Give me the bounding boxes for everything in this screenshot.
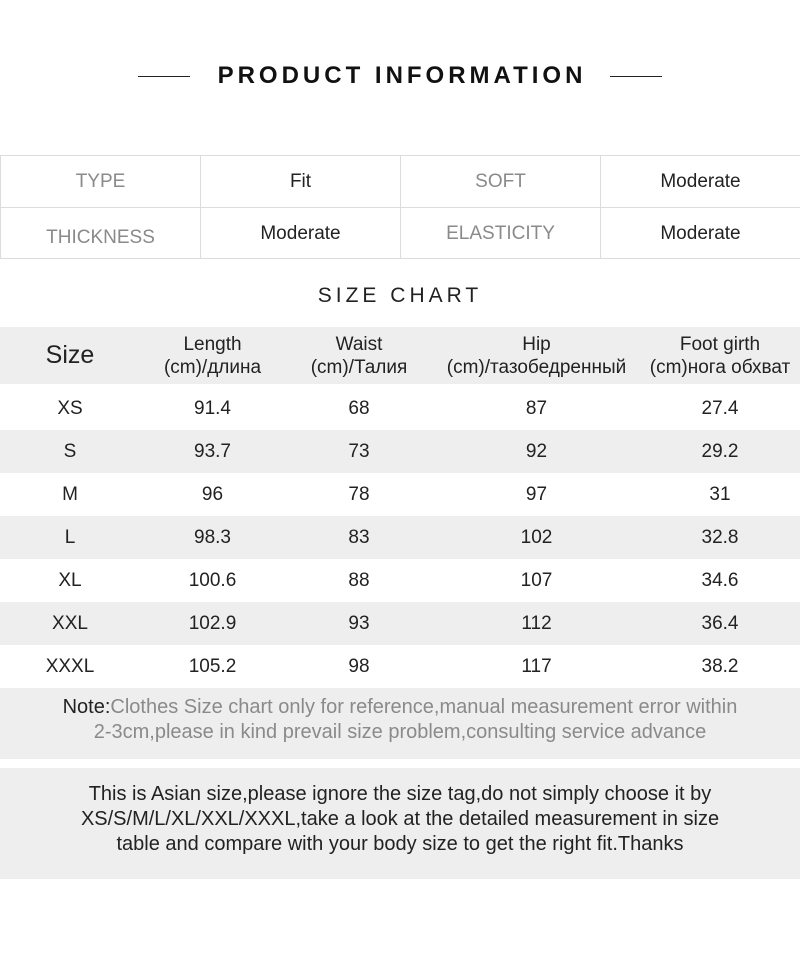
header-foot-girth <box>640 333 800 379</box>
note-text-1: Clothes Size chart only for reference,manual measurement error within <box>110 696 738 718</box>
size-note <box>0 688 800 759</box>
header-length-line2: (cm)/длина <box>163 356 262 378</box>
note-label: Note: <box>62 696 111 718</box>
info-value-soft: Moderate <box>600 156 800 207</box>
info-value-elasticity: Moderate <box>600 208 800 259</box>
header-foot-girth-line1: Foot girth <box>679 333 761 355</box>
header-hip-line1: Hip <box>522 333 551 355</box>
cell-hip: 107 <box>520 569 553 591</box>
title-left-line <box>138 76 190 77</box>
header-waist-line2: (cm)/Талия <box>310 356 408 378</box>
cell-waist: 68 <box>348 397 370 419</box>
cell-foot-girth: 36.4 <box>701 612 739 634</box>
table-row <box>0 645 800 688</box>
header-length-line1: Length <box>183 333 242 355</box>
cell-hip: 102 <box>520 526 553 548</box>
cell-waist: 78 <box>348 483 370 505</box>
cell-foot-girth: 34.6 <box>701 569 739 591</box>
cell-waist: 88 <box>348 569 370 591</box>
cell-foot-girth: 32.8 <box>701 526 739 548</box>
info-value-thickness: Moderate <box>200 208 400 259</box>
cell-size: M <box>62 483 78 505</box>
cell-length: 102.9 <box>188 612 237 634</box>
cell-length: 93.7 <box>194 440 231 462</box>
asian-size-notice <box>0 768 800 879</box>
table-row <box>0 602 800 645</box>
cell-hip: 117 <box>521 655 552 677</box>
cell-size: XXL <box>52 612 88 634</box>
product-info-table <box>0 155 800 259</box>
cell-waist: 93 <box>348 612 370 634</box>
size-chart-title: SIZE CHART <box>317 284 483 307</box>
info-label-soft: SOFT <box>400 156 600 207</box>
cell-foot-girth: 29.2 <box>701 440 739 462</box>
info-label-thickness: THICKNESS <box>0 208 200 259</box>
table-row <box>0 559 800 602</box>
cell-waist: 73 <box>348 440 370 462</box>
info-row <box>0 156 800 207</box>
info-row <box>0 207 800 259</box>
cell-hip: 97 <box>525 483 548 505</box>
product-info-header <box>0 58 800 94</box>
info-label-elasticity: ELASTICITY <box>400 208 600 259</box>
cell-waist: 98 <box>348 655 370 677</box>
header-hip <box>433 333 640 379</box>
cell-foot-girth: 27.4 <box>701 397 739 419</box>
info-value-type: Fit <box>200 156 400 207</box>
cell-size: XL <box>58 569 82 591</box>
cell-length: 100.6 <box>188 569 237 591</box>
cell-length: 91.4 <box>194 397 231 419</box>
cell-hip: 112 <box>521 612 552 634</box>
cell-foot-girth: 31 <box>709 483 731 505</box>
asian-notice-line-1: This is Asian size,please ignore the size tag,do not simply choose it by <box>88 783 712 805</box>
cell-size: XS <box>57 397 83 419</box>
title-right-line <box>610 76 662 77</box>
header-waist-line1: Waist <box>335 333 383 355</box>
cell-length: 96 <box>201 483 224 505</box>
note-line-1 <box>0 695 800 720</box>
cell-hip: 87 <box>525 397 548 419</box>
header-waist <box>285 333 433 379</box>
cell-hip: 92 <box>525 440 548 462</box>
table-row <box>0 516 800 559</box>
cell-size: XXXL <box>45 655 95 677</box>
cell-length: 98.3 <box>194 526 231 548</box>
header-hip-line2: (cm)/тазобедренный <box>446 356 627 378</box>
cell-size: S <box>63 440 77 462</box>
cell-waist: 83 <box>348 526 370 548</box>
cell-size: L <box>64 526 76 548</box>
asian-notice-line-2: XS/S/M/L/XL/XXL/XXXL,take a look at the detailed measurement in size <box>80 808 720 830</box>
cell-length: 105.2 <box>188 655 237 677</box>
page-title: PRODUCT INFORMATION <box>217 62 587 89</box>
table-row <box>0 430 800 473</box>
info-label-type: TYPE <box>0 156 200 207</box>
header-size: Size <box>45 341 95 369</box>
table-row <box>0 473 800 516</box>
header-foot-girth-line2: (cm)нога обхват <box>649 356 791 378</box>
table-row <box>0 387 800 430</box>
header-length <box>140 333 285 379</box>
asian-notice-line-3: table and compare with your body size to get the right fit.Thanks <box>116 833 684 855</box>
cell-foot-girth: 38.2 <box>701 655 739 677</box>
size-chart-header <box>0 327 800 384</box>
note-line-2: 2-3cm,please in kind prevail size problem,consulting service advance <box>93 721 707 743</box>
